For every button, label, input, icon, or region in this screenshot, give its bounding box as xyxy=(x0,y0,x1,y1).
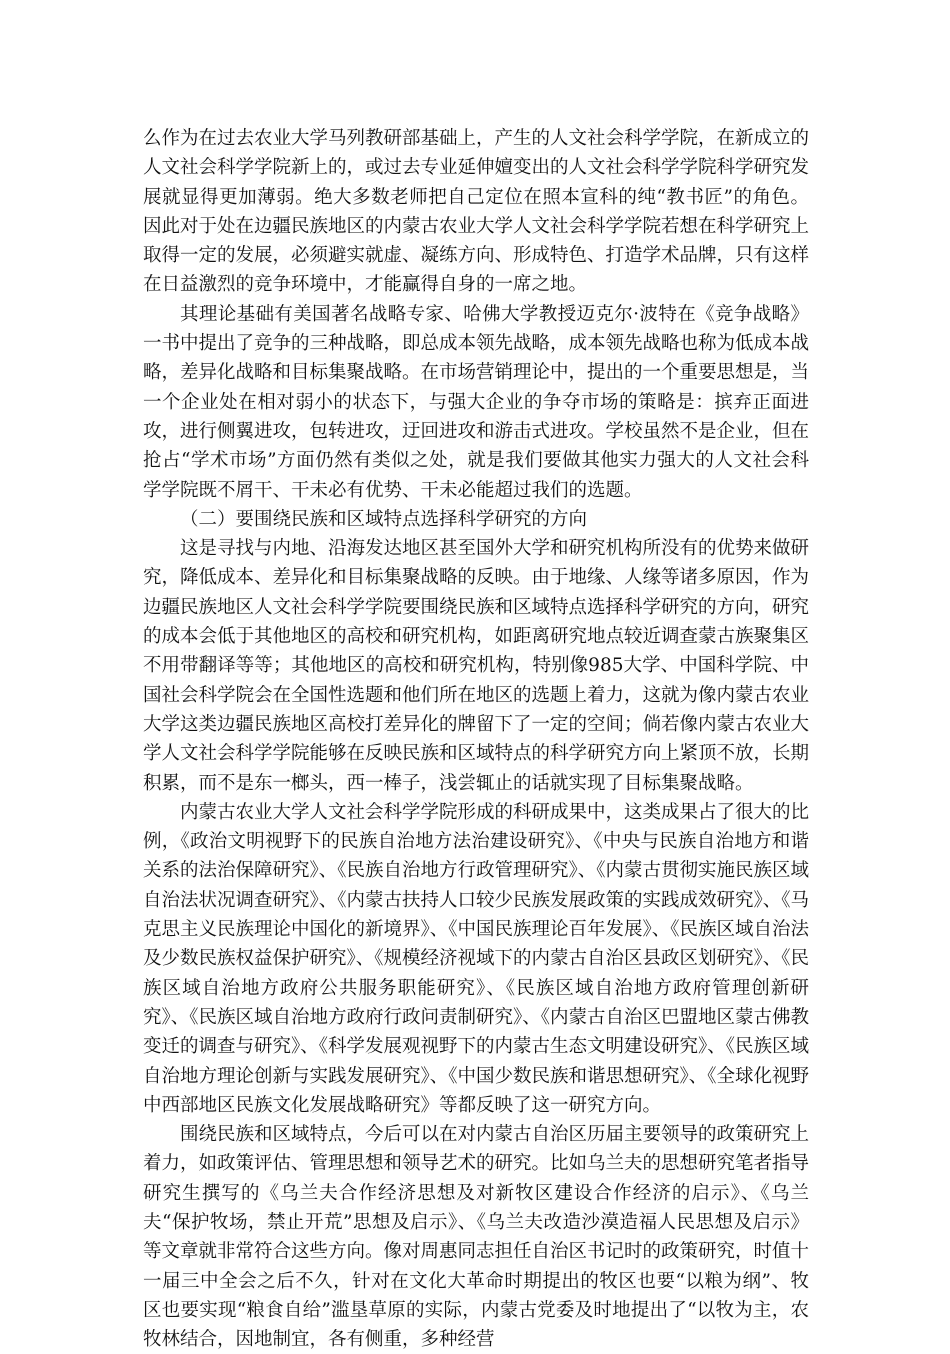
paragraph-continuation: 么作为在过去农业大学马列教研部基础上，产生的人文社会科学学院，在新成立的人文社会科学学院新上的，或过去专业延伸嬗变出的人文社会科学学院科学研究发展就显得更加薄弱。绝大多数老师把自己定位在照本宣科的纯“教书匠”的角色。因此对于处在边疆民族地区的内蒙古农业大学人文社会科学学院若想在科学研究上取得一定的发展，必须避实就虚、凝练方向、形成特色、打造学术品牌，只有这样在日益激烈的竞争环境中，才能赢得自身的一席之地。 xyxy=(143,128,810,296)
section-heading: （二）要围绕民族和区域特点选择科学研究的方向 xyxy=(180,508,588,530)
paragraph-research-direction: 这是寻找与内地、沿海发达地区甚至国外大学和研究机构所没有的优势来做研究，降低成本、差异化和目标集聚战略的反映。由于地缘、人缘等诸多原因，作为边疆民族地区人文社会科学学院要围绕民族和区域特点选择科学研究的方向，研究的成本会低于其他地区的高校和研究机构，如距离研究地点较近调查蒙古族聚集区不用带翻译等等；其他地区的高校和研究机构，特别像985大学、中国科学院、中国社会科学院会在全国性选题和他们所在地区的选题上着力，这就为像内蒙古农业大学这类边疆民族地区高校打差异化的牌留下了一定的空间；倘若像内蒙古农业大学人文社会科学学院能够在反映民族和区域特点的科学研究方向上紧顶不放，长期积累，而不是东一榔头，西一棒子，浅尝辄止的话就实现了目标集聚战略。 xyxy=(143,538,810,794)
paragraph-research-results: 内蒙古农业大学人文社会科学学院形成的科研成果中，这类成果占了很大的比例，《政治文明视野下的民族自治地方法治建设研究》、《中央与民族自治地方和谐关系的法治保障研究》、《民族自治地方行政管理研究》、《内蒙古贯彻实施民族区域自治法状况调查研究》、《内蒙古扶持人口较少民族发展政策的实践成效研究》、《马克思主义民族理论中国化的新境界》、《中国民族理论百年发展》、《民族区域自治法及少数民族权益保护研究》、《规模经济视域下的内蒙古自治区县政区划研究》、《民族区域自治地方政府公共服务职能研究》、《民族区域自治地方政府管理创新研究》、《民族区域自治地方政府行政问责制研究》、《内蒙古自治区巴盟地区蒙古佛教变迁的调查与研究》、《科学发展观视野下的内蒙古生态文明建设研究》、《民族区域自治地方理论创新与实践发展研究》、《中国少数民族和谐思想研究》、《全球化视野中西部地区民族文化发展战略研究》等都反映了这一研究方向。 xyxy=(143,801,810,1116)
document-page xyxy=(143,124,809,1354)
paragraph-future-research: 围绕民族和区域特点，今后可以在对内蒙古自治区历届主要领导的政策研究上着力，如政策评估、管理思想和领导艺术的研究。比如乌兰夫的思想研究笔者指导研究生撰写的《乌兰夫合作经济思想及对新牧区建设合作经济的启示》、《乌兰夫“保护牧场，禁止开荒”思想及启示》、《乌兰夫改造沙漠造福人民思想及启示》等文章就非常符合这些方向。像对周惠同志担任自治区书记时的政策研究，时值十一届三中全会之后不久，针对在文化大革命时期提出的牧区也要“以粮为纲”、牧区也要实现“粮食自给”滥垦草原的实际，内蒙古党委及时地提出了“以牧为主，农牧林结合，因地制宜，各有侧重，多种经营 xyxy=(143,1124,810,1351)
paragraph-theory-basis: 其理论基础有美国著名战略专家、哈佛大学教授迈克尔·波特在《竞争战略》一书中提出了竞争的三种战略，即总成本领先战略，成本领先战略也称为低成本战略，差异化战略和目标集聚战略。在市场营销理论中，提出的一个重要思想是，当一个企业处在相对弱小的状态下，与强大企业的争夺市场的策略是：摈弃正面进攻，进行侧翼进攻，包转进攻，迂回进攻和游击式进攻。学校虽然不是企业，但在抢占“学术市场”方面仍然有类似之处，就是我们要做其他实力强大的人文社会科学学院既不屑干、干未必有优势、干未必能超过我们的选题。 xyxy=(143,303,810,501)
